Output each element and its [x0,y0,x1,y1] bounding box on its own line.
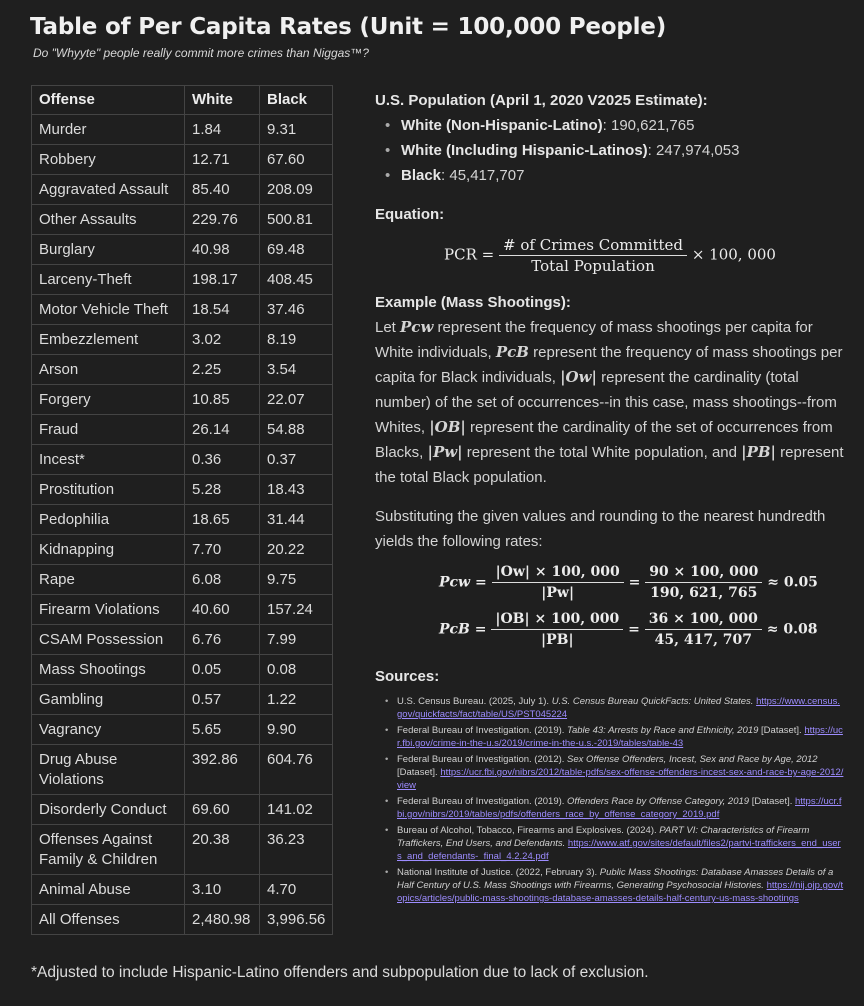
table-row [32,295,333,325]
var-pw: |Pw| [427,443,463,461]
white-rate-cell: 5.65 [185,715,260,745]
equals-sign: = [628,621,640,638]
offense-cell: Drug Abuse Violations [32,745,185,795]
black-rate-cell: 20.22 [260,535,333,565]
population-label: White (Non-Hispanic-Latino) [401,117,603,134]
white-rate-cell: 0.57 [185,685,260,715]
source-item [385,866,845,905]
source-link[interactable]: https://ucr.fbi.gov/nibrs/2019/tables/pdfs/offenders_race_by_offense_category_2019.pdf [397,796,842,820]
black-rate-cell: 408.45 [260,265,333,295]
black-result: ≈ 0.08 [766,621,818,638]
black-rate-cell: 3.54 [260,355,333,385]
offense-cell: Pedophilia [32,505,185,535]
black-rate-cell: 8.19 [260,325,333,355]
text-run: represent the cardinality of the set of occurrences from Blacks, [375,419,833,461]
white-rate-cell: 20.38 [185,825,260,875]
offense-cell: Mass Shootings [32,655,185,685]
table-row [32,905,333,935]
population-label: White (Including Hispanic-Latinos) [401,142,648,159]
offense-cell: Larceny-Theft [32,265,185,295]
black-rate-cell: 67.60 [260,145,333,175]
table-row [32,505,333,535]
white-rate-cell: 69.60 [185,795,260,825]
frac-denominator: |PB| [541,632,574,648]
black-rate-cell: 604.76 [260,745,333,795]
eq-numerator: # of Crimes Committed [499,235,687,256]
offense-cell: Burglary [32,235,185,265]
white-rate-cell: 198.17 [185,265,260,295]
black-rate-cell: 4.70 [260,875,333,905]
offense-cell: Rape [32,565,185,595]
eq-rhs: × 100, 000 [691,245,776,264]
white-rate-cell: 0.05 [185,655,260,685]
white-rate-cell: 40.98 [185,235,260,265]
black-rate-cell: 0.08 [260,655,333,685]
source-title: Sex Offense Offenders, Incest, Sex and Race by Age, 2012 [567,754,818,765]
frac-numerator: |OB| × 100, 000 [491,609,623,630]
table-row [32,595,333,625]
frac-denominator: |Pw| [541,585,575,601]
source-author: Federal Bureau of Investigation. (2019). [397,796,568,807]
black-rate-cell: 9.90 [260,715,333,745]
table-row [32,205,333,235]
var-ow: |Ow| [560,368,597,386]
offense-cell: Embezzlement [32,325,185,355]
header-offense: Offense [32,86,185,115]
var-pcb: PcB [495,343,529,361]
population-value: : 247,974,053 [647,142,740,159]
offense-cell: Incest* [32,445,185,475]
sources-heading: Sources: [375,668,440,685]
source-author: Federal Bureau of Investigation. (2019). [397,725,568,736]
source-title: Offenders Race by Offense Category, 2019 [567,796,750,807]
table-row [32,475,333,505]
text-run: represent the frequency of mass shootings per capita for Black individuals, [375,344,843,386]
offense-cell: Animal Abuse [32,875,185,905]
white-rate-equation [439,562,845,603]
source-link[interactable]: https://ucr.fbi.gov/crime-in-the-u.s/2019/crime-in-the-u.s.-2019/tables/table-43 [397,725,843,749]
white-rate-cell: 2,480.98 [185,905,260,935]
offense-cell: Offenses Against Family & Children [32,825,185,875]
black-lhs: PcB = [439,621,487,638]
table-row [32,565,333,595]
offense-cell: Firearm Violations [32,595,185,625]
offense-cell: Robbery [32,145,185,175]
black-rate-cell: 141.02 [260,795,333,825]
right-panel [375,88,845,908]
source-link[interactable]: https://nij.ojp.gov/topics/articles/public-mass-shootings-database-amasses-details-half-century-us-mass-shootings [397,880,844,904]
frac-numerator: 90 × 100, 000 [645,562,762,583]
table-row [32,265,333,295]
black-rate-cell: 54.88 [260,415,333,445]
black-rate-cell: 69.48 [260,235,333,265]
source-title: PART VI: Characteristics of Firearm Traffickers, End Users, and Defendants. [397,825,810,849]
eq-denominator: Total Population [531,257,655,275]
table-row [32,115,333,145]
table-row [32,685,333,715]
black-rate-cell: 3,996.56 [260,905,333,935]
population-label: Black [401,167,442,184]
source-author: Federal Bureau of Investigation. (2012). [397,754,568,765]
white-rate-cell: 26.14 [185,415,260,445]
offense-cell: Arson [32,355,185,385]
black-rate-cell: 500.81 [260,205,333,235]
example-heading: Example (Mass Shootings): [375,294,571,311]
white-rate-cell: 229.76 [185,205,260,235]
var-ob: |OB| [429,418,466,436]
frac-denominator: 45, 417, 707 [654,632,753,648]
offense-cell: Prostitution [32,475,185,505]
list-item [385,163,845,188]
black-rate-cell: 36.23 [260,825,333,875]
table-row [32,145,333,175]
source-item [385,695,845,721]
white-rate-cell: 6.76 [185,625,260,655]
black-rate-cell: 22.07 [260,385,333,415]
table-row [32,385,333,415]
white-rate-cell: 12.71 [185,145,260,175]
source-title: U.S. Census Bureau QuickFacts: United States. [551,696,754,707]
table-row [32,745,333,795]
pcr-equation [375,235,845,276]
offense-cell: Kidnapping [32,535,185,565]
text-run: represent the cardinality (total number) of the set of occurrences--in this case, mass shootings--from Whites, [375,369,837,436]
source-title: Public Mass Shootings: Database Amasses Details of a Half Century of U.S. Mass Shootings with Firearms, Generating Psychosocial Histories. [397,867,834,891]
rates-table [31,85,333,935]
population-value: : 45,417,707 [441,167,525,184]
white-rate-cell: 2.25 [185,355,260,385]
equals-sign: = [628,574,641,591]
table-row [32,625,333,655]
population-value: : 190,621,765 [602,117,695,134]
frac-numerator: 36 × 100, 000 [645,609,762,630]
population-heading: U.S. Population (April 1, 2020 V2025 Estimate): [375,92,708,109]
offense-cell: CSAM Possession [32,625,185,655]
offense-cell: Other Assaults [32,205,185,235]
text-run: represent the total White population, and [462,444,742,461]
offense-cell: Forgery [32,385,185,415]
sources-list [375,695,845,905]
black-rate-cell: 208.09 [260,175,333,205]
eq-fraction [499,235,687,276]
offense-cell: Disorderly Conduct [32,795,185,825]
offense-cell: Fraud [32,415,185,445]
white-frac-1 [492,562,624,603]
source-type: [Dataset]. [758,725,805,736]
table-row [32,655,333,685]
header-white: White [185,86,260,115]
source-item [385,824,845,863]
black-rate-cell: 37.46 [260,295,333,325]
table-row [32,445,333,475]
footnote: *Adjusted to include Hispanic-Latino offenders and subpopulation due to lack of exclusion. [31,964,649,981]
substitution-text: Substituting the given values and rounding to the nearest hundredth yields the following rates: [375,508,826,550]
source-link[interactable]: https://www.census.gov/quickfacts/fact/table/US/PST045224 [397,696,841,720]
white-rate-cell: 392.86 [185,745,260,795]
offense-cell: Murder [32,115,185,145]
white-rate-cell: 5.28 [185,475,260,505]
var-pb: |PB| [741,443,777,461]
frac-numerator: |Ow| × 100, 000 [492,562,624,583]
black-rate-cell: 18.43 [260,475,333,505]
black-frac-1 [491,609,623,650]
table-row [32,535,333,565]
offense-cell: Aggravated Assault [32,175,185,205]
black-rate-cell: 9.31 [260,115,333,145]
white-rate-cell: 18.54 [185,295,260,325]
text-run: Let [375,319,401,336]
black-rate-cell: 0.37 [260,445,333,475]
text-run: represent the total Black population. [375,444,844,486]
source-link[interactable]: https://ucr.fbi.gov/nibrs/2012/table-pdfs/sex-offense-offenders-incest-sex-and-race-by-age-2012/view [397,767,844,791]
black-rate-cell: 31.44 [260,505,333,535]
eq-lhs: PCR = [444,245,495,264]
equation-heading: Equation: [375,206,445,223]
text-run: represent the frequency of mass shootings per capita for White individuals, [375,319,813,361]
offense-cell: Vagrancy [32,715,185,745]
offense-cell: Motor Vehicle Theft [32,295,185,325]
table-row [32,795,333,825]
black-rate-cell: 7.99 [260,625,333,655]
source-author: National Institute of Justice. (2022, February 3). [397,867,600,878]
source-type: [Dataset]. [397,767,441,778]
black-rate-equation [439,609,845,650]
table-row [32,355,333,385]
white-rate-cell: 3.10 [185,875,260,905]
source-item [385,753,845,792]
table-row [32,235,333,265]
page-title: Table of Per Capita Rates (Unit = 100,000 People) [30,14,667,40]
header-black: Black [260,86,333,115]
list-item [385,138,845,163]
white-rate-cell: 6.08 [185,565,260,595]
source-author: Bureau of Alcohol, Tobacco, Firearms and Explosives. (2024). [397,825,660,836]
source-link[interactable]: https://www.atf.gov/sites/default/files2/partvi-traffickers_end_users_and_defendants-_final_4.2.24.pdf [397,838,841,862]
source-item [385,795,845,821]
population-list [375,113,845,188]
white-rate-cell: 3.02 [185,325,260,355]
white-rate-cell: 7.70 [185,535,260,565]
var-pcw: Pcw [400,318,434,336]
white-result: ≈ 0.05 [767,574,818,591]
source-author: U.S. Census Bureau. (2025, July 1). [397,696,552,707]
black-rate-cell: 1.22 [260,685,333,715]
white-rate-cell: 1.84 [185,115,260,145]
offense-cell: All Offenses [32,905,185,935]
white-rate-cell: 0.36 [185,445,260,475]
frac-denominator: 190, 621, 765 [650,585,758,601]
source-item [385,724,845,750]
source-type: [Dataset]. [749,796,795,807]
table-row [32,825,333,875]
table-row [32,175,333,205]
source-title: Table 43: Arrests by Race and Ethnicity, 2019 [567,725,759,736]
black-frac-2 [645,609,762,650]
white-rate-cell: 18.65 [185,505,260,535]
example-paragraph [375,315,845,490]
white-rate-cell: 10.85 [185,385,260,415]
page-subtitle: Do "Whyyte" people really commit more crimes than Niggas™? [33,46,369,60]
offense-cell: Gambling [32,685,185,715]
white-frac-2 [645,562,762,603]
table-row [32,715,333,745]
table-row [32,325,333,355]
black-rate-cell: 157.24 [260,595,333,625]
list-item [385,113,845,138]
white-lhs: Pcw = [439,574,487,591]
white-rate-cell: 85.40 [185,175,260,205]
white-rate-cell: 40.60 [185,595,260,625]
black-rate-cell: 9.75 [260,565,333,595]
table-row [32,415,333,445]
table-header-row [32,86,333,115]
table-row [32,875,333,905]
